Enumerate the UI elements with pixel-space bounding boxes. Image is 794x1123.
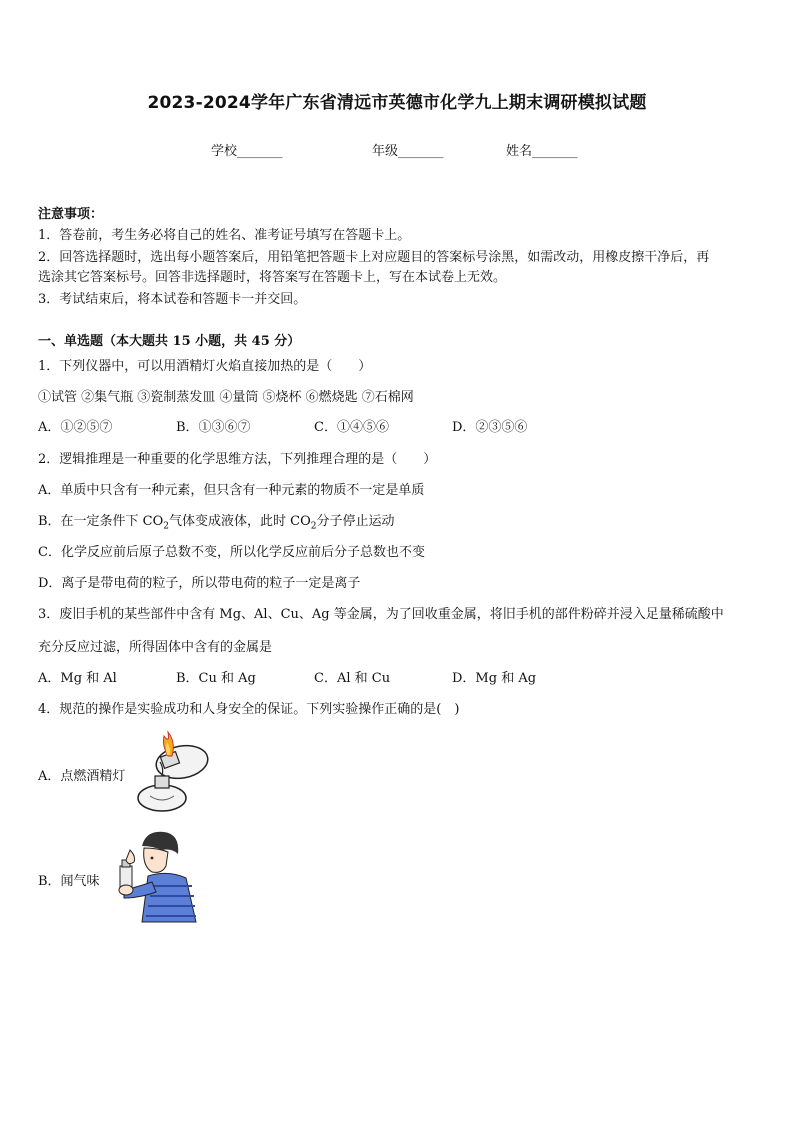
name-field: 姓名_______ bbox=[506, 144, 578, 159]
question-1-items: ①试管 ②集气瓶 ③瓷制蒸发皿 ④量筒 ⑤烧杯 ⑥燃烧匙 ⑦石棉网 bbox=[38, 390, 414, 405]
question-2-option-b: B．在一定条件下 $CO_2$气体变成液体，此时 $CO_2$分子停止运动 bbox=[38, 514, 395, 532]
grade-field: 年级_______ bbox=[372, 144, 444, 159]
question-3-stem-line2: 充分反应过滤，所得固体中含有的金属是 bbox=[38, 640, 273, 655]
question-4-option-b: B．闻气味 bbox=[38, 874, 100, 889]
question-2-option-a: A．单质中只含有一种元素，但只含有一种元素的物质不一定是单质 bbox=[38, 483, 425, 498]
question-1-option-a: A．①②⑤⑦ bbox=[38, 420, 113, 435]
question-2-stem: 2．逻辑推理是一种重要的化学思维方法，下列推理合理的是（ ） bbox=[38, 452, 437, 467]
notice-item: 2．回答选择题时，选出每小题答案后，用铅笔把答题卡上对应题目的答案标号涂黑，如需改动，用橡皮擦干净后，再 bbox=[38, 250, 710, 265]
page-title: 2023-2024学年广东省清远市英德市化学九上期末调研模拟试题 bbox=[147, 93, 647, 113]
question-4-option-a: A．点燃酒精灯 bbox=[38, 769, 126, 784]
question-1-stem: 1．下列仪器中，可以用酒精灯火焰直接加热的是（ ） bbox=[38, 359, 372, 374]
question-4-stem: 4．规范的操作是实验成功和人身安全的保证。下列实验操作正确的是( ) bbox=[38, 702, 460, 717]
question-2-option-c: C．化学反应前后原子总数不变，所以化学反应前后分子总数也不变 bbox=[38, 545, 425, 560]
question-3-option-d: D．Mg 和 Ag bbox=[452, 671, 537, 686]
question-3-option-c: C．Al 和 Cu bbox=[314, 671, 391, 686]
question-3-option-b: B．Cu 和 Ag bbox=[176, 671, 256, 686]
notice-item: 1．答卷前，考生务必将自己的姓名、准考证号填写在答题卡上。 bbox=[38, 228, 411, 243]
school-field: 学校_______ bbox=[211, 144, 283, 159]
question-3-stem-line1: 3．废旧手机的某些部件中含有 Mg、Al、Cu、Ag 等金属，为了回收重金属，将旧手机的部件粉碎并浸入足量稀硫酸中 bbox=[38, 607, 724, 622]
question-1-option-d: D．②③⑤⑥ bbox=[452, 420, 528, 435]
notice-heading: 注意事项： bbox=[38, 207, 104, 222]
question-3-option-a: A．Mg 和 Al bbox=[38, 671, 117, 686]
notice-item: 选涂其它答案标号。回答非选择题时，将答案写在答题卡上，写在本试卷上无效。 bbox=[38, 270, 507, 285]
question-1-option-b: B．①③⑥⑦ bbox=[176, 420, 251, 435]
alcohol-lamp-illustration bbox=[132, 730, 216, 816]
section-heading: 一、单选题（本大题共 15 小题，共 45 分） bbox=[38, 334, 301, 349]
notice-item: 3．考试结束后，将本试卷和答题卡一并交回。 bbox=[38, 292, 307, 307]
question-1-option-c: C．①④⑤⑥ bbox=[314, 420, 389, 435]
question-2-option-d: D．离子是带电荷的粒子，所以带电荷的粒子一定是离子 bbox=[38, 576, 361, 591]
smelling-gas-illustration bbox=[112, 826, 200, 924]
